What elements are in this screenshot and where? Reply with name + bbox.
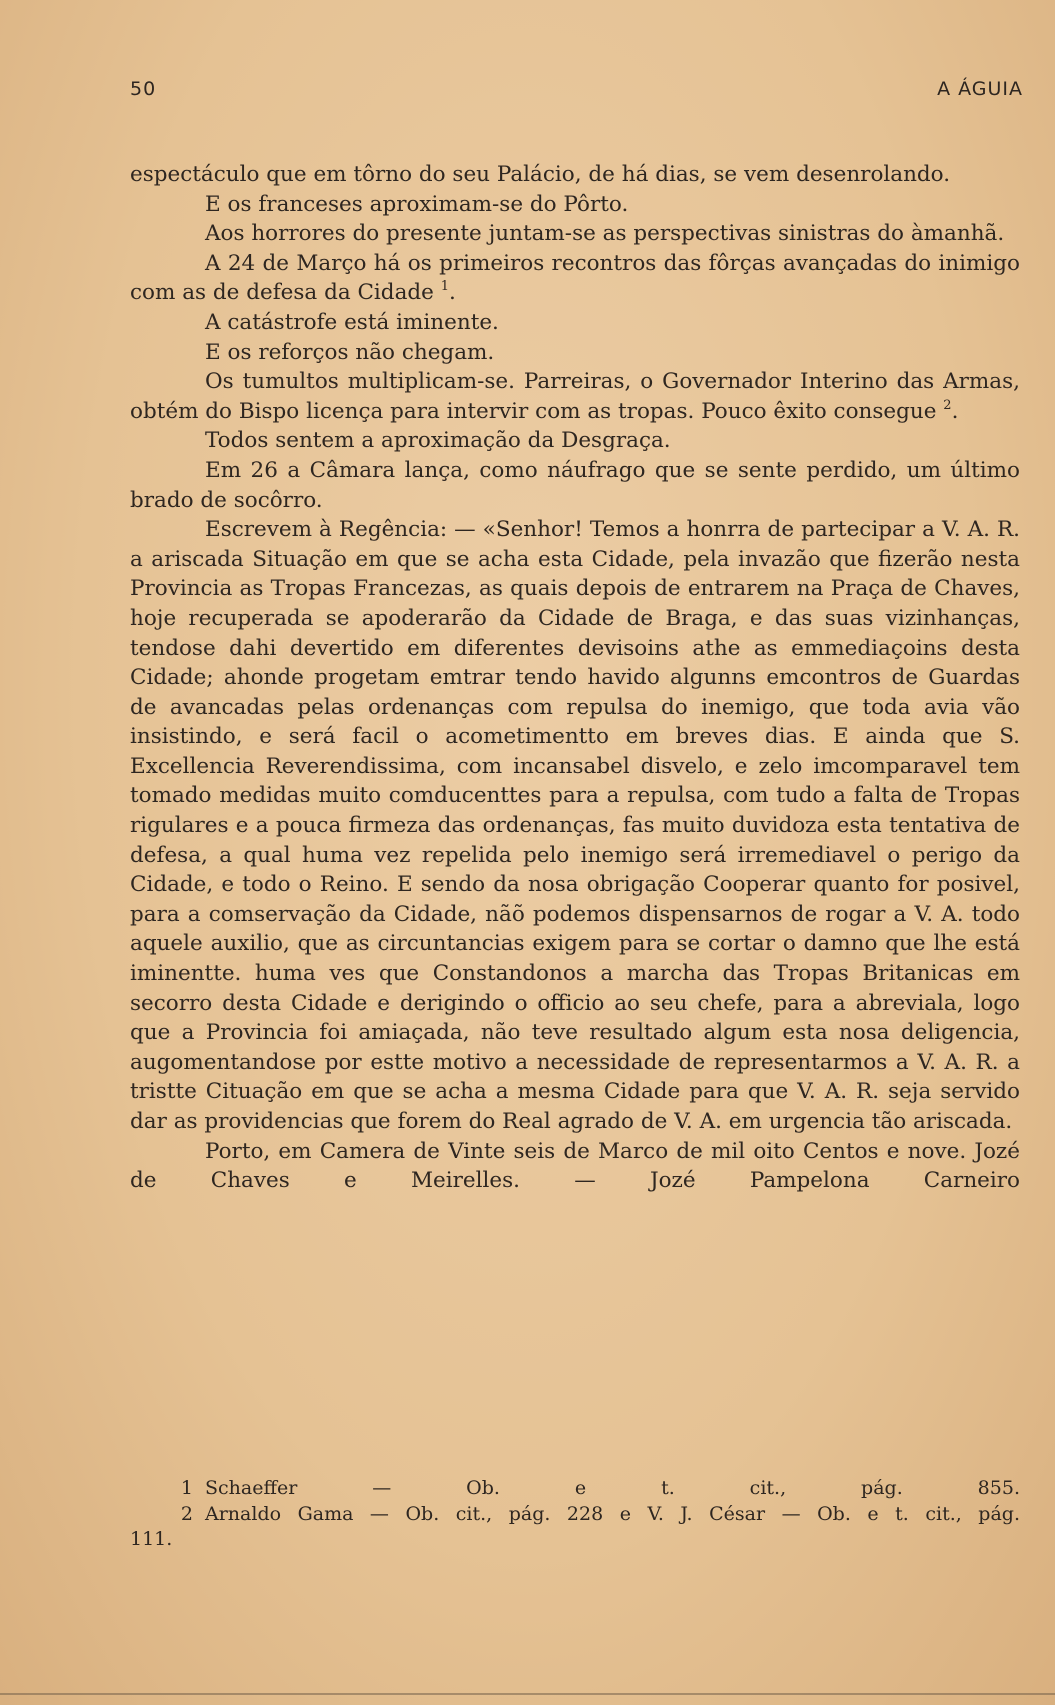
- paragraph: [130, 190, 1020, 220]
- paragraph-text: Aos horrores do presente juntam-se as perspectivas sinistras do àmanhã.: [205, 221, 1005, 247]
- footnotes: [130, 1475, 1020, 1527]
- paragraph: [130, 456, 1020, 515]
- paragraph-text: Todos sentem a aproximação da Desgraça.: [205, 428, 671, 454]
- paragraph-text: .: [951, 398, 959, 424]
- paragraph-text: A 24 de Março há os primeiros recontros das fôrças avançadas do inimigo com as de defesa da Cidade: [130, 250, 1020, 306]
- paragraph: [130, 308, 1020, 338]
- paragraph-text: E os reforços não chegam.: [205, 339, 495, 365]
- paragraph: [130, 1137, 1020, 1196]
- body-text: [130, 160, 1020, 1196]
- running-title: A ÁGUIA: [937, 78, 1023, 100]
- page-number: 50: [130, 78, 157, 100]
- paragraph-text: espectáculo que em tôrno do seu Palácio, de há dias, se vem desenrolando.: [130, 162, 951, 187]
- footnote-number: 2: [180, 1503, 193, 1525]
- paragraph-text: Em 26 a Câmara lança, como náufrago que se sente perdido, um último brado de socôrro.: [130, 457, 1020, 513]
- paragraph-text: A catástrofe está iminente.: [205, 309, 499, 335]
- paragraph: [130, 426, 1020, 456]
- paragraph: [130, 219, 1020, 249]
- footnote-text: Arnaldo Gama — Ob. cit., pág. 228 e V. J. César — Ob. e t. cit., pág.: [205, 1503, 1020, 1525]
- paragraph-text: .: [449, 280, 456, 306]
- paragraph: [130, 367, 1020, 426]
- footnote-text: Schaeffer — Ob. e t. cit., pág. 855.: [205, 1477, 1020, 1499]
- page-header: [130, 78, 1023, 100]
- footnote-ref: 1: [440, 279, 449, 295]
- footnote-number: 1: [180, 1477, 193, 1499]
- footnote-ref: 2: [943, 397, 952, 413]
- paragraph: [130, 338, 1020, 368]
- paragraph-text: Escrevem à Regência: — «Senhor! Temos a honrra de partecipar a V. A. R. a ariscada Situação em que se acha esta Cidade, pela invazão que fizerão nesta Provincia as Tropas Francezas, as quais depois de entrarem na Praça de Chaves, hoje recuperada se apoderarão da Cidade de Braga, e das suas vizinhanças, tendose dahi devertido em diferentes devisoins athe as emmediaçoins desta Cidade; ahonde progetam emtrar tendo havido algunns emcontros de Guardas de avancadas pelas ordenanças com repulsa do inemigo, que toda avia vão insistindo, e será facil o acometimentto em breves dias. E ainda que S. Excellencia Reverendissima, com incansabel disvelo, e zelo imcomparavel tem tomado medidas muito comducenttes para a repulsa, com tudo a falta de Tropas rigulares e a pouca firmeza das ordenanças, fas muito duvidoza esta tentativa de defesa, a qual huma vez repelida pelo inemigo será irremediavel o perigo da Cidade, e todo o Reino. E sendo da nosa obrigação Cooperar quanto for posivel, para a comservação da Cidade, nãõ podemos dispensarnos de rogar a V. A. todo aquele auxilio, que as circuntancias exigem para se cortar o damno que lhe está iminentte. huma ves que Constandonos a marcha das Tropas Britanicas em secorro desta Cidade e derigindo o officio ao seu chefe, para a abreviala, logo que a Provincia foi amiaçada, não teve resultado algum esta nosa deligencia, augomentandose por estte motivo a necessidade de representarmos a V. A. R. a tristte Cituação em que se acha a mesma Cidade para que V. A. R. seja servido dar as providencias que forem do Real agrado de V. A. em urgencia tão ariscada.: [130, 517, 1020, 1134]
- footnote: [130, 1501, 1020, 1527]
- footnote: [130, 1475, 1020, 1501]
- paragraph: [130, 515, 1020, 1136]
- paragraph-text: Porto, em Camera de Vinte seis de Marco de mil oito Centos e nove. Jozé de Chaves e Meirelles. — Jozé Pampelona Carneiro: [130, 1138, 1020, 1194]
- page-edge-line: [0, 1693, 1055, 1695]
- paragraph: [130, 249, 1020, 308]
- signature-mark: 111.: [130, 1528, 173, 1550]
- paragraph: [130, 160, 1020, 190]
- paragraph-text: Os tumultos multiplicam-se. Parreiras, o Governador Interino das Armas, obtém do Bispo licença para intervir com as tropas. Pouco êxito consegue: [130, 369, 1020, 424]
- paragraph-text: E os franceses aproximam-se do Pôrto.: [205, 191, 629, 217]
